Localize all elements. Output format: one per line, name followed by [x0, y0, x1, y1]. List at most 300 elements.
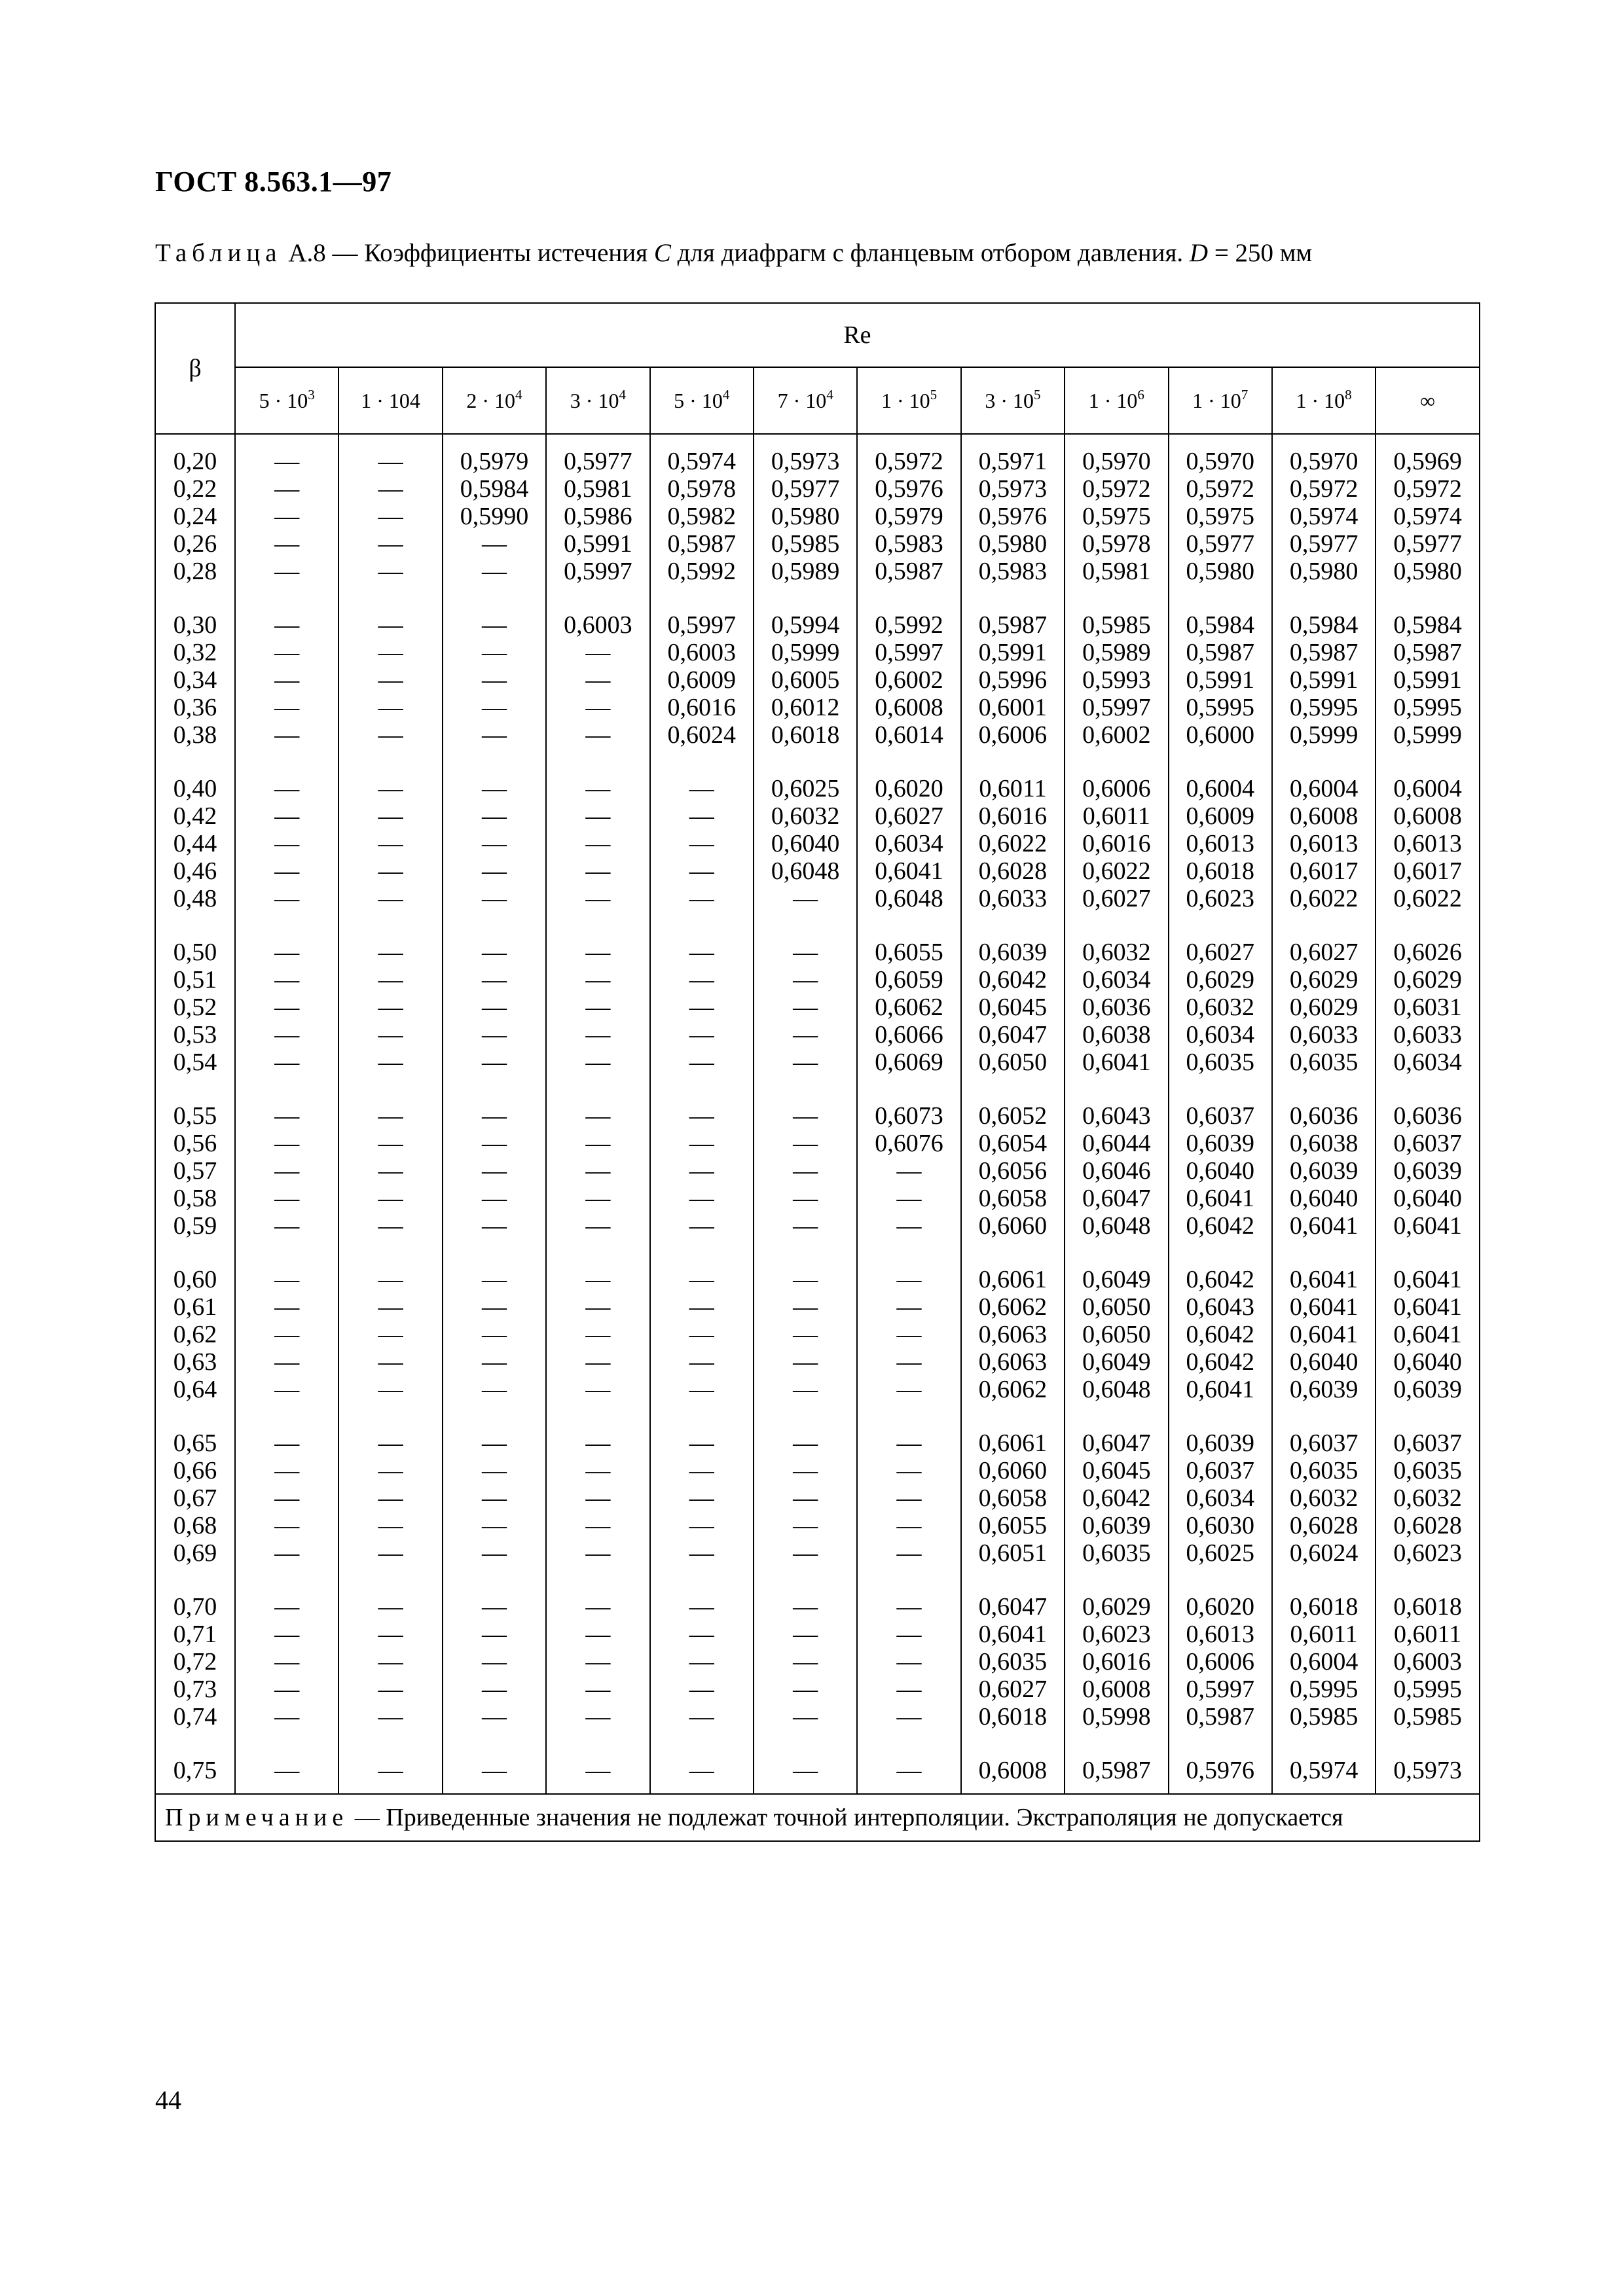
caption-text2: для диафрагм с фланцевым отбором давления.	[677, 239, 1184, 267]
value-cell: —	[443, 830, 546, 857]
value-cell: 0,6049	[1065, 1348, 1168, 1376]
table-row	[155, 1648, 1480, 1676]
value-cell: 0,6041	[1272, 1212, 1376, 1240]
value-cell: 0,5987	[650, 530, 754, 558]
value-cell: —	[650, 1703, 754, 1731]
re-column-header	[1376, 367, 1480, 434]
value-cell: 0,5995	[1169, 694, 1272, 721]
value-cell: 0,6046	[1065, 1157, 1168, 1185]
value-cell: —	[338, 1130, 442, 1157]
value-cell: —	[443, 1457, 546, 1484]
value-cell: —	[857, 1293, 960, 1321]
value-cell: 0,5996	[961, 666, 1065, 694]
value-cell: —	[443, 1403, 546, 1457]
value-cell: —	[443, 639, 546, 666]
value-cell: —	[546, 1049, 649, 1076]
table-row	[155, 1676, 1480, 1703]
value-cell: 0,6006	[1065, 749, 1168, 802]
table-row	[155, 966, 1480, 994]
value-cell: 0,6045	[961, 994, 1065, 1021]
value-cell: —	[338, 475, 442, 503]
value-cell: 0,6024	[650, 721, 754, 749]
value-cell: 0,5980	[1272, 558, 1376, 585]
value-cell: 0,6041	[1272, 1240, 1376, 1293]
value-cell: —	[338, 1457, 442, 1484]
table-row	[155, 1403, 1480, 1457]
value-cell: —	[235, 1157, 338, 1185]
caption-text: — Коэффициенты истечения	[332, 239, 648, 267]
value-cell: —	[546, 857, 649, 885]
value-cell: —	[546, 721, 649, 749]
value-cell: —	[857, 1457, 960, 1484]
table-row	[155, 1457, 1480, 1484]
value-cell: 0,5987	[1169, 639, 1272, 666]
value-cell: 0,6039	[1169, 1130, 1272, 1157]
value-cell: 0,6041	[1376, 1212, 1480, 1240]
value-cell: —	[235, 857, 338, 885]
table-row	[155, 1157, 1480, 1185]
value-cell: —	[235, 1457, 338, 1484]
value-cell: —	[338, 1076, 442, 1130]
value-cell: 0,5994	[754, 585, 857, 639]
table-row	[155, 912, 1480, 966]
re-column-base: 5 · 10	[674, 388, 723, 412]
value-cell: 0,6028	[1376, 1512, 1480, 1539]
value-cell: —	[338, 503, 442, 530]
value-cell: 0,6004	[1272, 1648, 1376, 1676]
value-cell: —	[443, 1539, 546, 1567]
value-cell: 0,6038	[1065, 1021, 1168, 1049]
value-cell: 0,5972	[1376, 475, 1480, 503]
beta-cell: 0,60	[155, 1240, 235, 1293]
re-column-base: 3 · 10	[570, 388, 619, 412]
value-cell: 0,5998	[1065, 1703, 1168, 1731]
value-cell: 0,6016	[1065, 830, 1168, 857]
value-cell: 0,6045	[1065, 1457, 1168, 1484]
table-body	[155, 434, 1480, 1794]
table-row	[155, 994, 1480, 1021]
value-cell: 0,6001	[961, 694, 1065, 721]
value-cell: —	[754, 1731, 857, 1794]
value-cell: —	[857, 1321, 960, 1348]
value-cell: 0,6034	[1169, 1021, 1272, 1049]
value-cell: 0,6034	[1376, 1049, 1480, 1076]
re-column-base: 1 · 10	[1296, 388, 1345, 412]
value-cell: —	[650, 1076, 754, 1130]
re-column-exponent: 4	[515, 386, 522, 403]
value-cell: —	[754, 1567, 857, 1621]
value-cell: —	[338, 1567, 442, 1621]
value-cell: —	[546, 885, 649, 912]
value-cell: 0,6047	[961, 1021, 1065, 1049]
value-cell: —	[235, 585, 338, 639]
value-cell: —	[857, 1731, 960, 1794]
value-cell: —	[650, 1512, 754, 1539]
value-cell: —	[338, 1703, 442, 1731]
value-cell: —	[546, 1130, 649, 1157]
value-cell: —	[443, 749, 546, 802]
value-cell: 0,6035	[1272, 1457, 1376, 1484]
value-cell: —	[650, 966, 754, 994]
value-cell: —	[857, 1240, 960, 1293]
beta-cell: 0,24	[155, 503, 235, 530]
value-cell: —	[338, 912, 442, 966]
value-cell: —	[546, 1321, 649, 1348]
value-cell: —	[338, 1212, 442, 1240]
table-row	[155, 1348, 1480, 1376]
value-cell: 0,5969	[1376, 434, 1480, 475]
value-cell: 0,5982	[650, 503, 754, 530]
value-cell: 0,5970	[1065, 434, 1168, 475]
value-cell: 0,6008	[1376, 802, 1480, 830]
value-cell: —	[546, 1567, 649, 1621]
value-cell: —	[443, 585, 546, 639]
value-cell: 0,6033	[1272, 1021, 1376, 1049]
beta-cell: 0,55	[155, 1076, 235, 1130]
table-row	[155, 475, 1480, 503]
value-cell: 0,6035	[1065, 1539, 1168, 1567]
value-cell: 0,6037	[1376, 1403, 1480, 1457]
value-cell: 0,6004	[1169, 749, 1272, 802]
value-cell: —	[338, 994, 442, 1021]
value-cell: —	[754, 1076, 857, 1130]
value-cell: 0,6058	[961, 1185, 1065, 1212]
table-row	[155, 1130, 1480, 1157]
value-cell: —	[754, 885, 857, 912]
value-cell: 0,5973	[754, 434, 857, 475]
value-cell: 0,5977	[1376, 530, 1480, 558]
value-cell: —	[650, 1457, 754, 1484]
value-cell: 0,5977	[754, 475, 857, 503]
value-cell: —	[546, 1457, 649, 1484]
value-cell: 0,6003	[546, 585, 649, 639]
value-cell: 0,6035	[1272, 1049, 1376, 1076]
beta-cell: 0,52	[155, 994, 235, 1021]
value-cell: —	[443, 721, 546, 749]
value-cell: —	[338, 1293, 442, 1321]
value-cell: —	[235, 475, 338, 503]
caption-text3: = 250 мм	[1214, 239, 1313, 267]
value-cell: 0,6025	[1169, 1539, 1272, 1567]
value-cell: —	[754, 1293, 857, 1321]
table-row	[155, 749, 1480, 802]
beta-cell: 0,69	[155, 1539, 235, 1567]
value-cell: 0,6044	[1065, 1130, 1168, 1157]
value-cell: —	[754, 1648, 857, 1676]
value-cell: —	[650, 912, 754, 966]
value-cell: —	[754, 1240, 857, 1293]
value-cell: —	[338, 1648, 442, 1676]
re-column-base: 3 · 10	[985, 388, 1034, 412]
value-cell: 0,6003	[1376, 1648, 1480, 1676]
value-cell: —	[338, 1348, 442, 1376]
value-cell: 0,6004	[1376, 749, 1480, 802]
value-cell: —	[338, 1539, 442, 1567]
value-cell: —	[338, 749, 442, 802]
re-column-header	[754, 367, 857, 434]
beta-cell: 0,51	[155, 966, 235, 994]
value-cell: 0,5999	[754, 639, 857, 666]
beta-cell: 0,65	[155, 1403, 235, 1457]
value-cell: 0,5970	[1169, 434, 1272, 475]
value-cell: —	[857, 1703, 960, 1731]
value-cell: 0,5972	[857, 434, 960, 475]
value-cell: 0,6032	[754, 802, 857, 830]
value-cell: —	[338, 666, 442, 694]
beta-cell: 0,56	[155, 1130, 235, 1157]
value-cell: —	[235, 1076, 338, 1130]
value-cell: 0,5991	[1169, 666, 1272, 694]
value-cell: 0,6029	[1169, 966, 1272, 994]
value-cell: 0,5979	[857, 503, 960, 530]
value-cell: 0,5993	[1065, 666, 1168, 694]
beta-cell: 0,50	[155, 912, 235, 966]
value-cell: —	[546, 1376, 649, 1403]
value-cell: 0,6017	[1376, 857, 1480, 885]
value-cell: 0,5987	[1272, 639, 1376, 666]
value-cell: —	[857, 1376, 960, 1403]
value-cell: 0,6011	[1376, 1621, 1480, 1648]
value-cell: 0,6066	[857, 1021, 960, 1049]
value-cell: —	[650, 1049, 754, 1076]
value-cell: —	[546, 1293, 649, 1321]
value-cell: 0,5985	[1376, 1703, 1480, 1731]
value-cell: —	[443, 1567, 546, 1621]
value-cell: —	[443, 694, 546, 721]
value-cell: —	[338, 1731, 442, 1794]
value-cell: —	[235, 694, 338, 721]
value-cell: 0,6039	[1065, 1512, 1168, 1539]
value-cell: —	[338, 966, 442, 994]
value-cell: —	[546, 1403, 649, 1457]
value-cell: 0,6040	[1169, 1157, 1272, 1185]
value-cell: 0,6043	[1065, 1076, 1168, 1130]
value-cell: 0,6016	[650, 694, 754, 721]
value-cell: —	[443, 1621, 546, 1648]
value-cell: 0,6008	[1272, 802, 1376, 830]
value-cell: 0,6034	[857, 830, 960, 857]
value-cell: 0,5974	[650, 434, 754, 475]
value-cell: 0,6023	[1169, 885, 1272, 912]
value-cell: 0,6031	[1376, 994, 1480, 1021]
re-column-base: 5 · 10	[259, 388, 308, 412]
table-row	[155, 530, 1480, 558]
value-cell: —	[235, 802, 338, 830]
value-cell: 0,6029	[1272, 966, 1376, 994]
table-caption	[155, 238, 1312, 268]
value-cell: 0,5984	[1272, 585, 1376, 639]
value-cell: —	[235, 1185, 338, 1212]
value-cell: 0,5991	[1376, 666, 1480, 694]
value-cell: 0,6033	[961, 885, 1065, 912]
value-cell: 0,6041	[1376, 1240, 1480, 1293]
value-cell: 0,6040	[1376, 1348, 1480, 1376]
value-cell: 0,6042	[1169, 1348, 1272, 1376]
value-cell: 0,5997	[1169, 1676, 1272, 1703]
table-row	[155, 721, 1480, 749]
value-cell: —	[338, 885, 442, 912]
value-cell: —	[338, 1512, 442, 1539]
value-cell: —	[338, 694, 442, 721]
beta-cell: 0,68	[155, 1512, 235, 1539]
value-cell: —	[235, 1376, 338, 1403]
value-cell: —	[443, 1348, 546, 1376]
value-cell: 0,6041	[857, 857, 960, 885]
value-cell: —	[650, 1484, 754, 1512]
table-row	[155, 434, 1480, 475]
value-cell: —	[443, 1321, 546, 1348]
table-row	[155, 503, 1480, 530]
value-cell: 0,6036	[1272, 1076, 1376, 1130]
value-cell: 0,5987	[1065, 1731, 1168, 1794]
re-column-exponent: 7	[1241, 386, 1249, 403]
value-cell: —	[754, 1484, 857, 1512]
value-cell: 0,5980	[1376, 558, 1480, 585]
value-cell: —	[338, 1240, 442, 1293]
value-cell: 0,6041	[1169, 1376, 1272, 1403]
value-cell: 0,6055	[961, 1512, 1065, 1539]
value-cell: 0,6020	[857, 749, 960, 802]
table-row	[155, 802, 1480, 830]
value-cell: —	[546, 802, 649, 830]
value-cell: 0,6022	[1376, 885, 1480, 912]
value-cell: —	[235, 721, 338, 749]
value-cell: 0,6011	[1272, 1621, 1376, 1648]
value-cell: 0,6063	[961, 1321, 1065, 1348]
beta-cell: 0,67	[155, 1484, 235, 1512]
value-cell: 0,6023	[1065, 1621, 1168, 1648]
value-cell: —	[443, 1049, 546, 1076]
value-cell: —	[650, 1130, 754, 1157]
value-cell: 0,6025	[754, 749, 857, 802]
re-column-exponent: 4	[619, 386, 626, 403]
value-cell: —	[235, 503, 338, 530]
value-cell: —	[338, 639, 442, 666]
value-cell: 0,6048	[1065, 1212, 1168, 1240]
value-cell: —	[857, 1212, 960, 1240]
value-cell: 0,6050	[1065, 1293, 1168, 1321]
caption-label: Таблица	[155, 239, 282, 267]
re-column-header	[650, 367, 754, 434]
value-cell: —	[650, 1293, 754, 1321]
beta-cell: 0,73	[155, 1676, 235, 1703]
value-cell: —	[443, 966, 546, 994]
value-cell: —	[235, 1703, 338, 1731]
value-cell: —	[235, 1676, 338, 1703]
value-cell: 0,6047	[1065, 1185, 1168, 1212]
coefficients-table	[155, 302, 1480, 1842]
caption-var-d: D	[1189, 239, 1209, 267]
value-cell: 0,6061	[961, 1403, 1065, 1457]
value-cell: 0,6030	[1169, 1512, 1272, 1539]
table-row	[155, 1539, 1480, 1567]
value-cell: 0,5997	[1065, 694, 1168, 721]
value-cell: 0,5995	[1272, 694, 1376, 721]
value-cell: —	[235, 1539, 338, 1567]
value-cell: 0,6029	[1272, 994, 1376, 1021]
re-column-base: 7 · 10	[777, 388, 827, 412]
value-cell: 0,6017	[1272, 857, 1376, 885]
value-cell: —	[754, 1049, 857, 1076]
value-cell: 0,6027	[857, 802, 960, 830]
re-column-base: 1 · 10	[1088, 388, 1138, 412]
re-column-header	[1169, 367, 1272, 434]
value-cell: 0,6040	[1272, 1185, 1376, 1212]
value-cell: 0,5970	[1272, 434, 1376, 475]
value-cell: 0,6034	[1065, 966, 1168, 994]
value-cell: 0,6023	[1376, 1539, 1480, 1567]
value-cell: —	[754, 1403, 857, 1457]
value-cell: 0,5976	[1169, 1731, 1272, 1794]
value-cell: 0,6048	[857, 885, 960, 912]
value-cell: 0,6042	[1169, 1212, 1272, 1240]
value-cell: —	[754, 994, 857, 1021]
value-cell: 0,6062	[857, 994, 960, 1021]
beta-cell: 0,57	[155, 1157, 235, 1185]
value-cell: —	[546, 1512, 649, 1539]
value-cell: 0,6041	[1272, 1293, 1376, 1321]
value-cell: —	[235, 885, 338, 912]
value-cell: 0,6018	[754, 721, 857, 749]
value-cell: 0,5976	[961, 503, 1065, 530]
value-cell: —	[754, 1212, 857, 1240]
value-cell: —	[443, 1240, 546, 1293]
value-cell: —	[235, 749, 338, 802]
re-column-base: 1 · 10	[1192, 388, 1241, 412]
value-cell: 0,5995	[1272, 1676, 1376, 1703]
table-row	[155, 1376, 1480, 1403]
value-cell: 0,5984	[443, 475, 546, 503]
value-cell: —	[546, 1348, 649, 1376]
value-cell: 0,6032	[1169, 994, 1272, 1021]
value-cell: —	[754, 1457, 857, 1484]
value-cell: 0,6048	[1065, 1376, 1168, 1403]
value-cell: —	[650, 1240, 754, 1293]
table-row	[155, 1021, 1480, 1049]
value-cell: 0,6034	[1169, 1484, 1272, 1512]
value-cell: 0,5977	[1169, 530, 1272, 558]
value-cell: —	[650, 1676, 754, 1703]
table-row	[155, 1321, 1480, 1348]
value-cell: —	[650, 830, 754, 857]
value-cell: —	[650, 1621, 754, 1648]
value-cell: 0,6050	[961, 1049, 1065, 1076]
value-cell: 0,6054	[961, 1130, 1065, 1157]
value-cell: —	[235, 1731, 338, 1794]
value-cell: 0,6014	[857, 721, 960, 749]
page-number: 44	[155, 2085, 181, 2115]
value-cell: 0,5995	[1376, 694, 1480, 721]
beta-cell: 0,75	[155, 1731, 235, 1794]
value-cell: 0,6029	[1065, 1567, 1168, 1621]
value-cell: —	[650, 994, 754, 1021]
value-cell: 0,6029	[1376, 966, 1480, 994]
value-cell: —	[546, 1240, 649, 1293]
value-cell: —	[443, 1130, 546, 1157]
value-cell: 0,6002	[857, 666, 960, 694]
value-cell: —	[235, 666, 338, 694]
beta-cell: 0,34	[155, 666, 235, 694]
value-cell: 0,6058	[961, 1484, 1065, 1512]
value-cell: 0,5987	[961, 585, 1065, 639]
value-cell: —	[546, 830, 649, 857]
beta-cell: 0,48	[155, 885, 235, 912]
value-cell: 0,6042	[1065, 1484, 1168, 1512]
value-cell: 0,6013	[1169, 1621, 1272, 1648]
value-cell: 0,6040	[1376, 1185, 1480, 1212]
value-cell: 0,5971	[961, 434, 1065, 475]
table-row	[155, 585, 1480, 639]
